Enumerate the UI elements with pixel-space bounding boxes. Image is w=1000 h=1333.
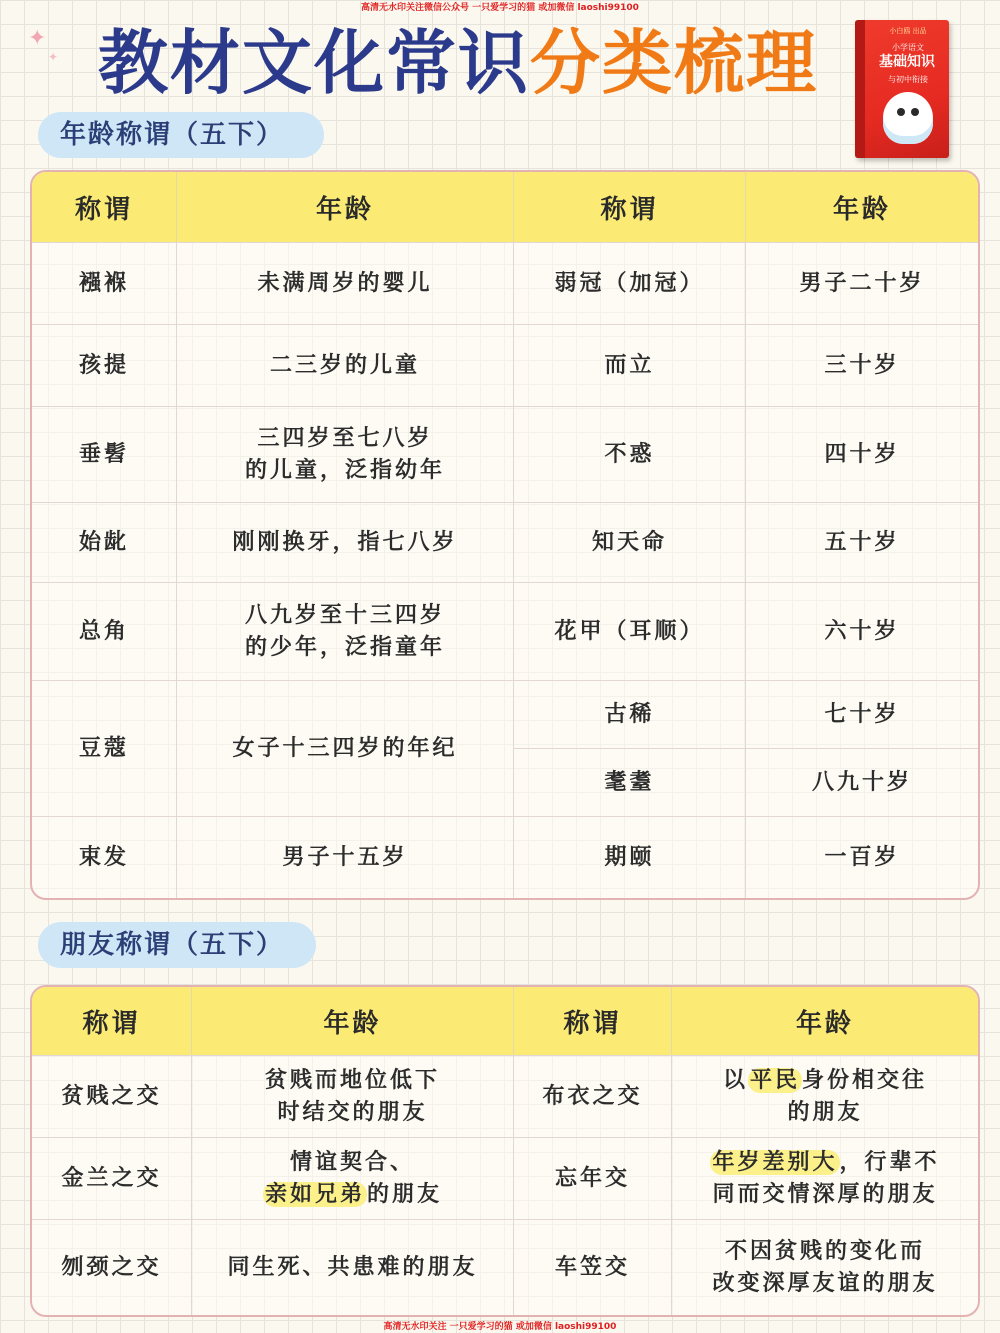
table-header-row xyxy=(32,172,978,242)
highlight-text: 年岁差别大 xyxy=(712,1149,838,1175)
desc-cell xyxy=(672,1137,978,1219)
desc-line xyxy=(193,1179,512,1211)
term-cell: 孩提 xyxy=(32,324,177,406)
sparkle-icon: ✦ xyxy=(28,26,47,51)
table-row xyxy=(32,406,978,502)
desc-text: 身份相交往 xyxy=(802,1067,928,1093)
term-cell: 垂髫 xyxy=(32,406,177,502)
age-cell: 未满周岁的婴儿 xyxy=(177,242,514,324)
term-cell: 而立 xyxy=(514,324,746,406)
table-row xyxy=(32,242,978,324)
table-row xyxy=(32,502,978,582)
desc-cell xyxy=(192,1137,514,1219)
desc-line: 的朋友 xyxy=(787,1099,863,1125)
desc-line: 时结交的朋友 xyxy=(277,1099,428,1125)
table-row xyxy=(32,816,978,898)
term-cell: 襁褓 xyxy=(32,242,177,324)
section-age-title: 年龄称谓（五下） xyxy=(38,112,324,158)
sparkle-small-icon: ✦ xyxy=(48,50,59,64)
book-spine xyxy=(855,20,865,158)
highlight-text: 亲如兄弟 xyxy=(264,1181,365,1207)
watermark-bottom: 高清无水印关注 一只爱学习的猫 或加微信 laoshi99100 xyxy=(383,1322,617,1332)
table-row xyxy=(32,582,978,680)
desc-cell xyxy=(192,1055,514,1137)
book-title: 基础知识 xyxy=(879,54,935,70)
header-term: 称谓 xyxy=(514,987,672,1055)
age-cell: 八九十岁 xyxy=(746,748,978,816)
age-cell: 女子十三四岁的年纪 xyxy=(177,680,514,816)
term-cell: 贫贱之交 xyxy=(32,1055,192,1137)
age-cell: 一百岁 xyxy=(746,816,978,898)
term-cell: 弱冠（加冠） xyxy=(514,242,746,324)
age-cell: 七十岁 xyxy=(746,680,978,748)
term-cell: 知天命 xyxy=(514,502,746,582)
age-cell: 三十岁 xyxy=(746,324,978,406)
header-term: 称谓 xyxy=(32,172,177,242)
desc-text: 的朋友 xyxy=(367,1181,443,1207)
snow-mascot-icon xyxy=(883,92,933,144)
term-cell: 金兰之交 xyxy=(32,1137,192,1219)
highlight-text: 平民 xyxy=(749,1067,800,1093)
age-cell xyxy=(177,582,514,680)
term-cell: 花甲（耳顺） xyxy=(514,582,746,680)
age-cell: 二三岁的儿童 xyxy=(177,324,514,406)
age-line: 三四岁至七八岁 xyxy=(257,425,433,451)
friend-terms-table xyxy=(30,985,980,1317)
desc-line xyxy=(673,1065,977,1097)
desc-line: 改变深厚友谊的朋友 xyxy=(712,1270,938,1296)
section-friend-title: 朋友称谓（五下） xyxy=(38,922,316,968)
mascot-eye-icon xyxy=(897,108,905,116)
page-title xyxy=(98,18,818,108)
age-cell xyxy=(177,406,514,502)
age-cell: 四十岁 xyxy=(746,406,978,502)
term-cell: 期颐 xyxy=(514,816,746,898)
age-terms-table xyxy=(30,170,980,900)
table-row xyxy=(32,680,978,748)
header-age: 年龄 xyxy=(192,987,514,1055)
age-cell: 刚刚换牙，指七八岁 xyxy=(177,502,514,582)
desc-line: 不因贫贱的变化而 xyxy=(724,1238,925,1264)
age-cell: 男子二十岁 xyxy=(746,242,978,324)
desc-cell xyxy=(672,1055,978,1137)
book-cover-image xyxy=(855,20,949,158)
table-row xyxy=(32,1137,978,1219)
term-cell: 总角 xyxy=(32,582,177,680)
book-brand: 小学语文 xyxy=(892,43,924,52)
mascot-eye-icon xyxy=(911,108,919,116)
title-part-orange: 分类梳理 xyxy=(530,22,818,104)
desc-text: 以 xyxy=(722,1067,748,1093)
desc-line: 同而交情深厚的朋友 xyxy=(712,1181,938,1207)
title-part-blue: 教材文化常识 xyxy=(98,22,530,104)
term-cell: 刎颈之交 xyxy=(32,1219,192,1315)
term-cell: 不惑 xyxy=(514,406,746,502)
term-cell: 车笠交 xyxy=(514,1219,672,1315)
desc-cell: 同生死、共患难的朋友 xyxy=(192,1219,514,1315)
table-header-row xyxy=(32,987,978,1055)
watermark-top: 高清无水印关注微信公众号 一只爱学习的猫 或加微信 laoshi99100 xyxy=(361,3,639,13)
age-line: 的儿童，泛指幼年 xyxy=(244,457,445,483)
table-row xyxy=(32,1219,978,1315)
term-cell: 忘年交 xyxy=(514,1137,672,1219)
age-cell: 五十岁 xyxy=(746,502,978,582)
term-cell: 布衣之交 xyxy=(514,1055,672,1137)
term-cell: 耄耋 xyxy=(514,748,746,816)
header-age: 年龄 xyxy=(746,172,978,242)
desc-line xyxy=(673,1147,977,1179)
header-age: 年龄 xyxy=(177,172,514,242)
age-cell: 男子十五岁 xyxy=(177,816,514,898)
age-cell: 六十岁 xyxy=(746,582,978,680)
desc-line: 情谊契合、 xyxy=(289,1149,415,1175)
age-line: 八九岁至十三四岁 xyxy=(244,602,445,628)
term-cell: 豆蔻 xyxy=(32,680,177,816)
table-row xyxy=(32,1055,978,1137)
desc-text: ，行辈不 xyxy=(839,1149,940,1175)
table-row xyxy=(32,324,978,406)
desc-cell xyxy=(672,1219,978,1315)
header-term: 称谓 xyxy=(514,172,746,242)
desc-line: 贫贱而地位低下 xyxy=(264,1067,440,1093)
term-cell: 束发 xyxy=(32,816,177,898)
header-age: 年龄 xyxy=(672,987,978,1055)
age-line: 的少年，泛指童年 xyxy=(244,634,445,660)
book-subtitle: 与初中衔接 xyxy=(888,75,928,84)
book-publisher: 小白鸥 出品 xyxy=(889,27,927,35)
term-cell: 古稀 xyxy=(514,680,746,748)
header-term: 称谓 xyxy=(32,987,192,1055)
term-cell: 始龀 xyxy=(32,502,177,582)
